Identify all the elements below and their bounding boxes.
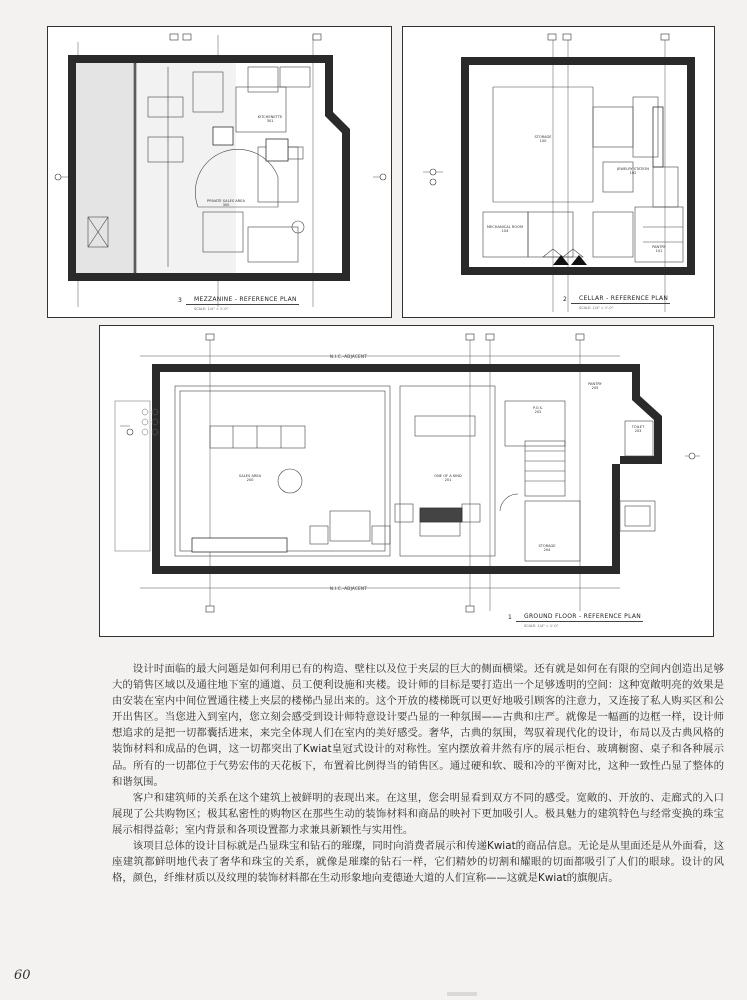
plan-number: 3 (178, 297, 182, 304)
room-label-storage: STORAGE 100 (534, 135, 552, 144)
room-label-sales-area: SALES AREA 200 (238, 474, 262, 483)
ground-floor-plan (99, 325, 714, 637)
mezzanine-drawing (48, 27, 393, 319)
plan-number: 1 (508, 614, 512, 621)
plan-title: CELLAR - REFERENCE PLAN (571, 295, 670, 304)
plan-scale: SCALE: 1/4" = 1'-0" (524, 624, 559, 628)
plan-title: GROUND FLOOR - REFERENCE PLAN (516, 613, 643, 622)
room-label-private-sales: PRIVATE SALES AREA 300 (207, 199, 245, 208)
page-edge-mark (447, 992, 477, 996)
room-label-pantry: PANTRY 101 (652, 245, 666, 254)
cellar-plan (402, 26, 715, 318)
article-paragraph-3: 该项目总体的设计目标就是凸显珠宝和钻石的璀璨，同时向消费者展示和传递Kwiat的商品信息。无论是从里面还是从外面看，这座建筑都鲜明地代表了奢华和珠宝的关系，就像是璀璨的钻石一样，它们精妙的切割和耀眼的切面都吸引了人们的眼球。设计的风格，颜色，纤维材质以及纹理的装饰材料都在生动形象地向麦德逊大道的人们宣称——这就是Kwiat的旗舰店。 (112, 840, 724, 885)
room-label-storage: STORAGE 204 (538, 544, 556, 553)
adjacent-label-top: N.I.C.-ADJACENT (330, 354, 367, 359)
room-label-one-of-a-kind: ONE OF A KIND 201 (434, 474, 462, 483)
page-number: 60 (14, 968, 31, 983)
plan-title: MEZZANINE - REFERENCE PLAN (186, 296, 299, 305)
cellar-drawing (403, 27, 716, 319)
plan-scale: SCALE: 1/4" = 1'-0" (579, 306, 614, 310)
article-paragraph-2: 客户和建筑师的关系在这个建筑上被鲜明的表现出来。在这里，您会明显看到双方不同的感受。宽敞的、开放的、走廊式的入口展现了公共购物区；极其私密性的购物区在那些生动的装饰材料和商品的映衬下更加吸引人。极具魅力的建筑特色与经常变换的珠宝展示相得益彰；室内背景和各项设置都力求兼具新颖性与实用性。 (112, 791, 724, 836)
room-label-jewelry-station: JEWELRY STATION 102 (617, 167, 649, 176)
article-body (112, 661, 724, 886)
room-label-kitchenette: KITCHENETTE 301 (257, 115, 283, 124)
article-paragraph-1: 设计时面临的最大问题是如何利用已有的构造、壁柱以及位于夹层的巨大的侧面横梁。还有就是如何在有限的空间内创造出足够大的销售区域以及通往地下室的通道、员工便利设施和夹楼。设计师的目标是要打造出一个足够透明的空间：这种宽敞明亮的效果是由安装在室内中间位置通往楼上夹层的楼梯凸显出来的。这个开放的楼梯既可以更好地吸引顾客的注意力，又连接了私人购买区和公开出售区。当您进入到室内，您立刻会感受到设计师特意设计要凸显的一种氛围——古典和庄严。就像是一幅画的边框一样，设计师想追求的是把一切都囊括进来，来完全体现人们在室内的美好感受。奢华，古典的氛围，驾驭着现代化的设计，布局以及古典风格的装饰材料和成品的色调，这一切都突出了Kwiat皇冠式设计的对称性。室内摆放着井然有序的展示柜台、玻璃橱窗、桌子和各种展示品。所有的一切都位于气势宏伟的天花板下，布置着比例得当的销售区。通过硬和软、暖和冷的平衡对比，这种一致性凸显了整体的和谐氛围。 (112, 663, 724, 788)
room-label-toilet: TOILET 203 (631, 425, 645, 434)
room-label-pantry: PANTRY 205 (588, 382, 602, 391)
room-label-pos: P.O.S. 202 (533, 406, 543, 415)
ground-floor-drawing (100, 326, 715, 638)
plan-number: 2 (563, 296, 567, 303)
room-label-mechanical: MECHANICAL ROOM 104 (486, 225, 524, 234)
plan-scale: SCALE: 1/4" = 1'-0" (194, 307, 229, 311)
adjacent-label-bottom: N.I.C.-ADJACENT (330, 586, 367, 591)
mezzanine-plan (47, 26, 392, 318)
